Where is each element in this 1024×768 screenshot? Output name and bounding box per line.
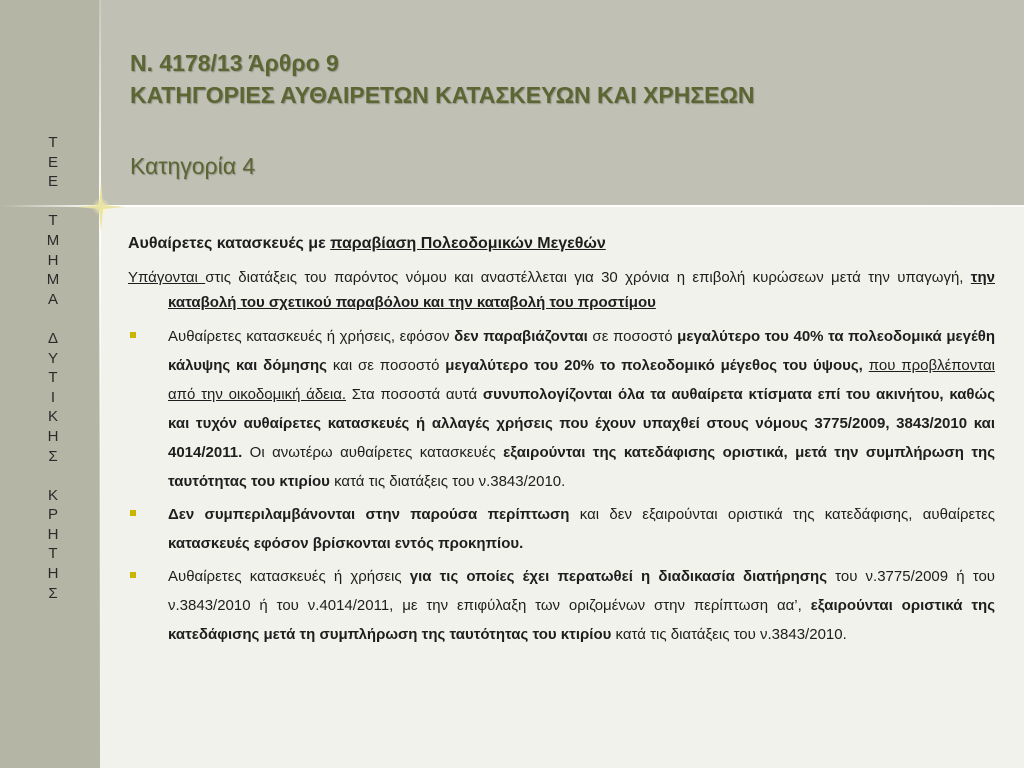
bullet-icon [130,572,136,578]
sidebar-char [44,192,62,212]
sidebar-char: Ρ [47,506,58,524]
sidebar-char: Ι [50,388,56,406]
page-subtitle: Κατηγορία 4 [130,153,256,179]
sparkle-icon [76,182,126,232]
sidebar-char [44,466,62,486]
sidebar-char: Τ [48,545,58,563]
sidebar-char: Η [47,525,59,543]
page-title-secondary: ΚΑΤΗΓΟΡΙΕΣ ΑΥΘΑΙΡΕΤΩΝ ΚΑΤΑΣΚΕΥΩΝ ΚΑΙ ΧΡΗΣΕΩΝ [130,82,755,108]
vertical-divider [99,0,101,768]
sidebar-char: Α [47,290,58,308]
bullet-icon [130,332,136,338]
list-item: Αυθαίρετες κατασκευές ή χρήσεις για τις οποίες έχει περατωθεί η διαδικασία διατήρησης του ν.3775/2009 ή του ν.3843/2010 ή του ν.4014/2011, με την επιφύλαξη των οριζομένων στην περίπτωση αα’, εξαιρούνται οριστικά της κατεδάφισης μετά τη συμπλήρωση της ταυτότητας του κτιρίου κατά τις διατάξεις του ν.3843/2010. [128,562,995,649]
sidebar-char: Τ [48,212,58,230]
page-title: Ν. 4178/13 Άρθρο 9 [130,50,339,76]
sidebar-char: Η [47,427,59,445]
sidebar-char: Ε [47,173,58,191]
section-heading: Αυθαίρετες κατασκευές με παραβίαση Πολεοδομικών Μεγεθών [128,235,606,252]
sidebar-char: Σ [48,447,58,465]
list-item: Αυθαίρετες κατασκευές ή χρήσεις, εφόσον δεν παραβιάζονται σε ποσοστό μεγαλύτερο του 40% τα πολεοδομικά μεγέθη κάλυψης και δόμησης και σε ποσοστό μεγαλύτερο του 20% το πολεοδομικό μέγεθος του ύψους, που προβλέπονται από την οικοδομική άδεια. Στα ποσοστά αυτά συνυπολογίζονται όλα τα αυθαίρετα κτίσματα επί του ακινήτου, καθώς και τυχόν αυθαίρετες κατασκευές ή αλλαγές χρήσεις που έχουν υπαχθεί στους νόμους 3775/2009, 3843/2010 και 4014/2011. Οι ανωτέρω αυθαίρετες κατασκευές εξαιρούνται της κατεδάφισης οριστικά, μετά την συμπλήρωση της ταυτότητας του κτιρίου κατά τις διατάξεις του ν.3843/2010. [128,322,995,496]
sidebar-char: Κ [47,486,58,504]
horizontal-divider [0,205,1024,207]
list-item: Δεν συμπεριλαμβάνονται στην παρούσα περίπτωση και δεν εξαιρούνται οριστικά της κατεδάφισης, αυθαίρετες κατασκευές εφόσον βρίσκονται εντός προκηπίου. [128,500,995,558]
sidebar-char: Τ [48,369,58,387]
sidebar-char: Σ [48,584,58,602]
sidebar-char: Η [47,565,59,583]
sidebar-char: Υ [47,349,58,367]
intro-paragraph: Υπάγονται στις διατάξεις του παρόντος νόμου και αναστέλλεται για 30 χρόνια η επιβολή κυρώσεων μετά την υπαγωγή, την καταβολή του σχετικού παραβόλου και την καταβολή του προστίμου [128,269,995,311]
main-content [128,233,995,653]
sidebar-char [44,309,62,329]
sidebar-char: Μ [46,271,60,289]
sidebar-char: Δ [47,329,59,347]
sidebar-char: Μ [46,231,60,249]
bullet-icon [130,510,136,516]
sidebar-char: Ε [47,153,58,171]
sidebar-char: Κ [47,408,58,426]
sidebar-char: Τ [48,134,58,151]
side-vertical-text [44,133,62,603]
sidebar-char: Η [47,251,59,269]
